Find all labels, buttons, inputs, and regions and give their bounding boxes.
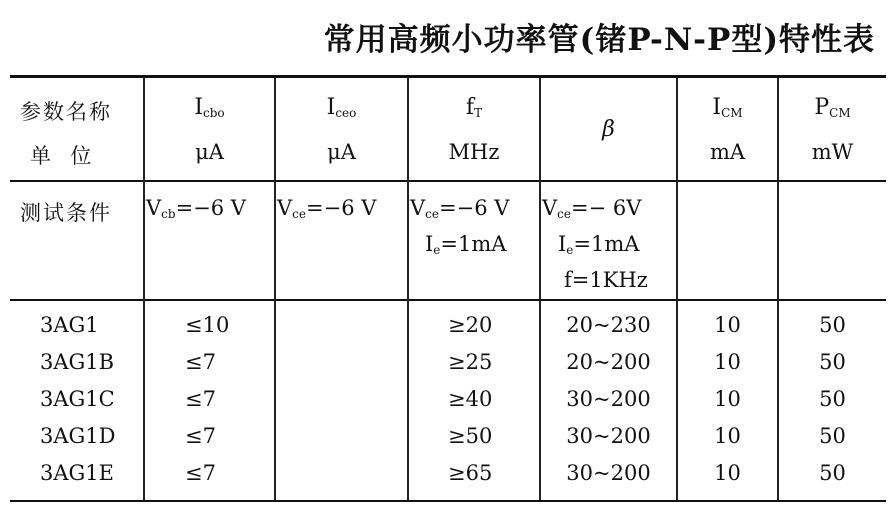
test-beta-ie: Ie=1mA (558, 232, 640, 257)
cell-ft: ≥40 (448, 387, 493, 411)
header-pcm: PCM (814, 95, 851, 120)
rule-header-bottom (10, 180, 886, 182)
cell-model: 3AG1C (40, 387, 115, 411)
cell-ft: ≥65 (448, 461, 493, 485)
test-conditions-label: 测试条件 (20, 201, 112, 225)
header-iceo: Iceo (326, 95, 357, 120)
unit-ft: MHz (448, 140, 500, 164)
cell-pcm: 50 (819, 387, 846, 411)
param-name-label: 参数名称 (20, 100, 112, 124)
unit-pcm: mW (811, 140, 854, 164)
header-ft: fT (465, 95, 483, 120)
cell-beta: 30~200 (566, 424, 651, 448)
cell-pcm: 50 (819, 350, 846, 374)
cell-icm: 10 (714, 424, 741, 448)
cell-ft: ≥20 (448, 313, 493, 337)
cell-beta: 20~200 (566, 350, 651, 374)
cell-icbo: ≤7 (185, 461, 216, 485)
cell-model: 3AG1E (40, 461, 114, 485)
test-iceo: Vce=−6 V (277, 196, 377, 221)
unit-icm: mA (709, 140, 746, 164)
cell-icm: 10 (714, 461, 741, 485)
unit-label: 单 位 (30, 144, 94, 168)
rule-top (10, 75, 886, 78)
header-beta: β (602, 117, 615, 142)
cell-model: 3AG1B (40, 350, 115, 374)
rule-bottom (10, 500, 886, 502)
cell-pcm: 50 (819, 313, 846, 337)
cell-beta: 30~200 (566, 461, 651, 485)
header-icbo: Icbo (194, 95, 225, 120)
cell-model: 3AG1D (40, 424, 116, 448)
table-title: 常用高频小功率管(锗P-N-P型)特性表 (323, 22, 875, 58)
cell-model: 3AG1 (40, 313, 99, 337)
cell-icm: 10 (714, 313, 741, 337)
rule-test-bottom (10, 299, 886, 301)
test-icbo: Vcb=−6 V (146, 196, 246, 221)
unit-iceo: μA (327, 140, 356, 164)
cell-beta: 20~230 (566, 313, 651, 337)
cell-ft: ≥50 (448, 424, 493, 448)
cell-beta: 30~200 (566, 387, 651, 411)
cell-icm: 10 (714, 350, 741, 374)
cell-ft: ≥25 (448, 350, 493, 374)
test-beta-freq: f=1KHz (564, 268, 648, 292)
cell-icbo: ≤10 (185, 313, 230, 337)
test-beta-vce: Vce=− 6V (542, 196, 642, 221)
unit-icbo: μA (195, 140, 224, 164)
cell-icm: 10 (714, 387, 741, 411)
cell-icbo: ≤7 (185, 424, 216, 448)
cell-icbo: ≤7 (185, 350, 216, 374)
test-ft-ie: Ie=1mA (425, 232, 507, 257)
header-icm: ICM (712, 95, 743, 120)
test-ft-vce: Vce=−6 V (410, 196, 510, 221)
cell-icbo: ≤7 (185, 387, 216, 411)
cell-pcm: 50 (819, 461, 846, 485)
cell-pcm: 50 (819, 424, 846, 448)
